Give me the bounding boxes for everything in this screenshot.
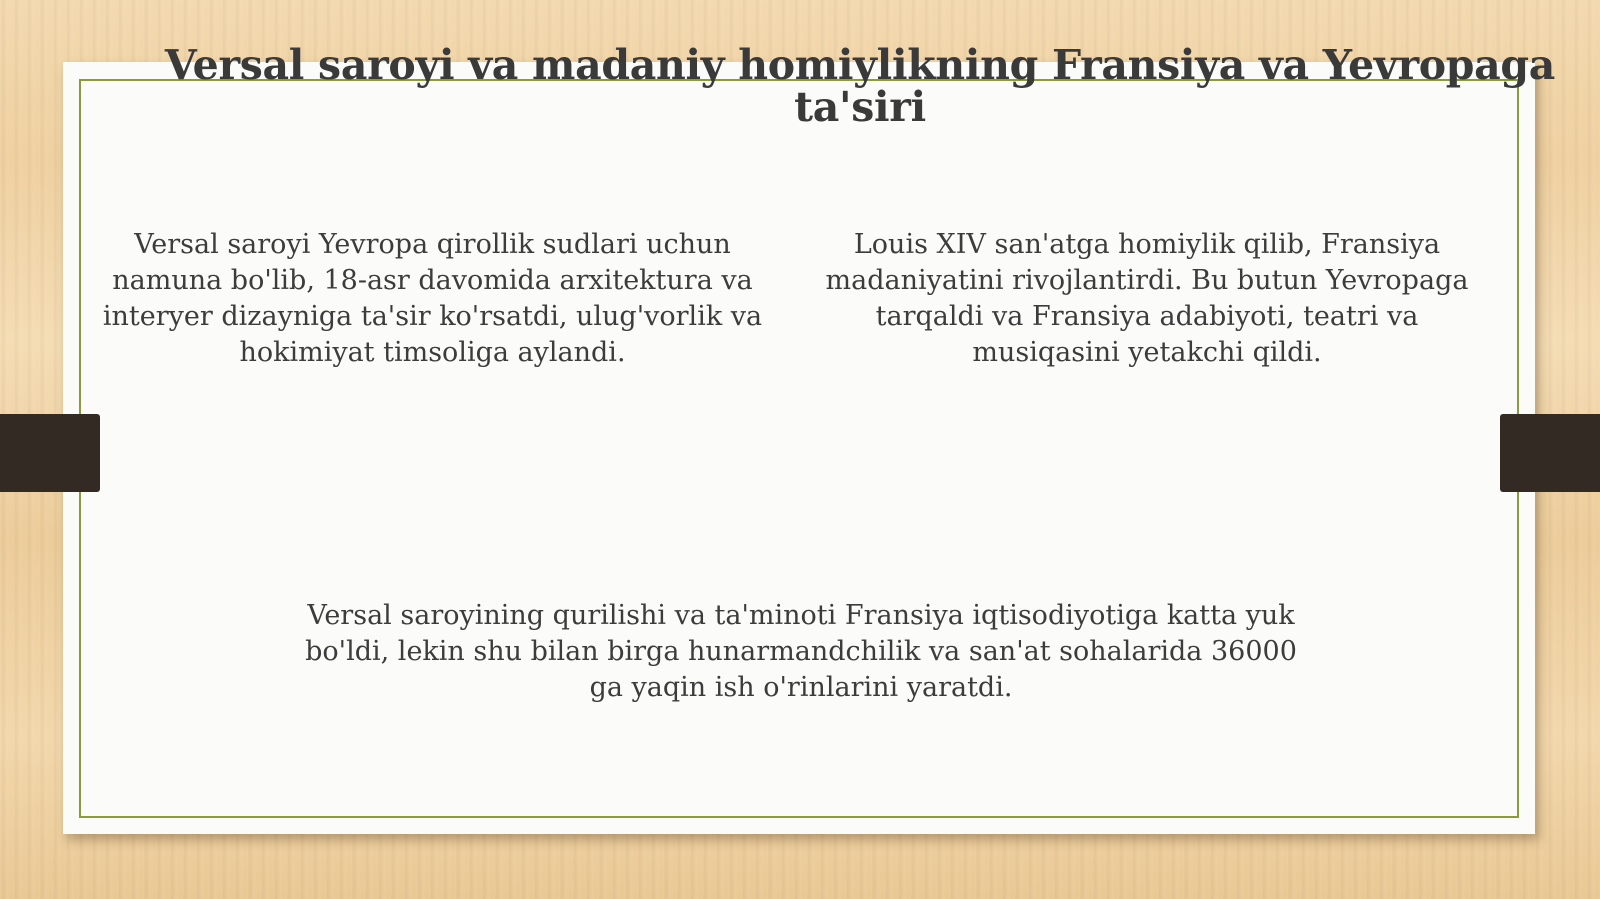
text-block-architecture: Versal saroyi Yevropa qirollik sudlari uchun namuna bo'lib, 18-asr davomida arxitektura va interyer dizayniga ta'sir ko'rsatdi, ulug'vorlik va hokimiyat timsoliga aylandi. <box>102 229 763 368</box>
right-binder-clip <box>1500 414 1600 492</box>
slide-frame-border <box>79 79 1519 818</box>
text-block-patronage: Louis XIV san'atga homiylik qilib, Fransiya madaniyatini rivojlantirdi. Bu butun Yevropaga tarqaldi va Fransiya adabiyoti, teatri va musiqasini yetakchi qildi. <box>825 229 1469 368</box>
slide-title: Versal saroyi va madaniy homiylikning Fransiya va Yevropaga ta'siri <box>164 41 1556 131</box>
left-binder-clip <box>0 414 100 492</box>
text-block-economy: Versal saroyining qurilishi va ta'minoti Fransiya iqtisodiyotiga katta yuk bo'ldi, lekin shu bilan birga hunarmandchilik va san'at sohalarida 36000 ga yaqin ish o'rinlarini yaratdi. <box>305 600 1297 703</box>
